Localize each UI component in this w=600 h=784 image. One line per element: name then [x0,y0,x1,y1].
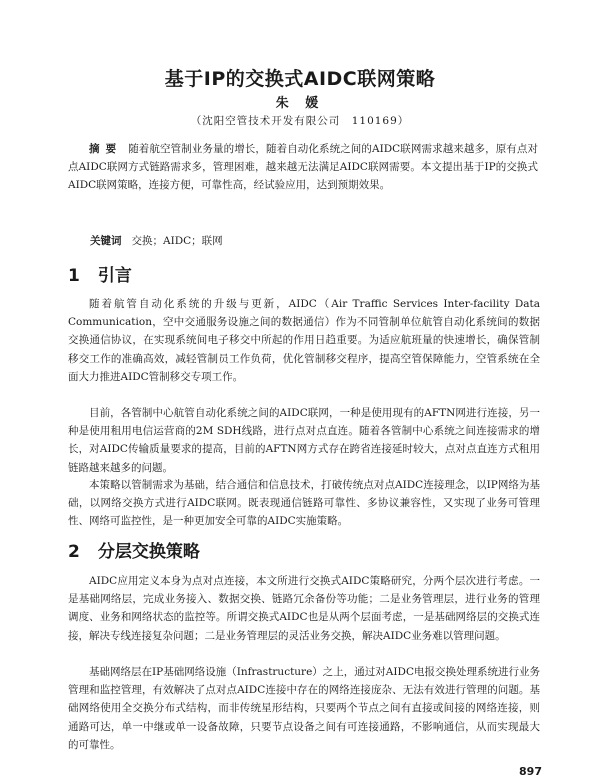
section-2-title: 分层交换策略 [97,542,200,562]
page-number: 897 [519,765,542,778]
section-2-heading [68,537,200,562]
section-1-title: 引言 [97,266,132,286]
abstract-label: 摘要 [89,143,123,155]
abstract [68,140,538,194]
keywords-text: 交换；AIDC；联网 [131,235,223,247]
section-2-paragraph-1: AIDC应用定义本身为点对点连接，本文所进行交换式AIDC策略研究，分两个层次进行考虑。一是基础网络层，完成业务接入、数据交换、链路冗余备份等功能；二是业务管理层，进行业务的管理调度、业务和网络状态的监控等。所谓交换式AIDC也是从两个层面考虑，一是基础网络层的交换式连接，解决专线连接复杂问题；二是业务管理层的灵活业务交换，解决AIDC业务难以管理问题。 [68,575,540,642]
section-1-paragraph-3: 本策略以管制需求为基础，结合通信和信息技术，打破传统点对点AIDC连接理念，以IP网络为基础，以网络交换方式进行AIDC联网。既表现通信链路可靠性、多协议兼容性，又实现了业务可管理性、网络可监控性，是一种更加安全可靠的AIDC实施策略。 [68,479,540,528]
abstract-text: 随着航空管制业务量的增长，随着自动化系统之间的AIDC联网需求越来越多，原有点对点AIDC联网方式链路需求多，管理困难，越来越无法满足AIDC联网需要。本文提出基于IP的交换式AIDC联网策略，连接方便，可靠性高，经试验应用，达到预期效果。 [68,143,538,191]
keywords [90,233,540,249]
author-affiliation: （沈阳空管技术开发有限公司 110169） [190,115,410,127]
section-2-number: 2 [68,542,80,562]
section-1-heading [68,261,132,286]
keywords-label: 关键词 [90,235,122,247]
section-1-paragraph-2: 目前，各管制中心航管自动化系统之间的AIDC联网，一种是使用现有的AFTN网进行连接，另一种是使用租用电信运营商的2M SDH线路，进行点对点直连。随着各管制中心系统之间连接需求的增长，对AIDC传输质量要求的提高，目前的AFTN网方式存在跨省连接延时较大，点对点直连方式租用链路越来越多的问题。 [68,407,540,474]
paper-title: 基于IP的交换式AIDC联网策略 [164,68,436,90]
author-name: 朱 媛 [275,96,325,111]
section-2-paragraph-2: 基础网络层在IP基础网络设施（Infrastructure）之上，通过对AIDC电报交换处理系统进行业务管理和监控管理，有效解决了点对点AIDC连接中存在的网络连接庞杂、无法有效进行管理的问题。基础网络使用全交换分布式结构，而非传统星形结构，只要两个节点之间有直接或间接的网络连接，则通路可达，单一中继或单一设备故障，只要节点设备之间有可连接通路，不影响通信，从而实现最大的可靠性。 [68,666,540,751]
section-1-paragraph-1: 随着航管自动化系统的升级与更新，AIDC（Air Traffic Services Inter-facility Data Communication，空中交通服务设施之间的数据通信）作为不同管制单位航管自动化系统间的数据交换通信协议，在实现系统间电子移交中所起的作用日趋重要。为适应航班量的快速增长，确保管制移交工作的准确高效，减轻管制员工作负荷，优化管制移交程序，提高空管保障能力，空管系统在全面大力推进AIDC管制移交专项工作。 [68,298,540,383]
section-1-number: 1 [68,266,80,286]
